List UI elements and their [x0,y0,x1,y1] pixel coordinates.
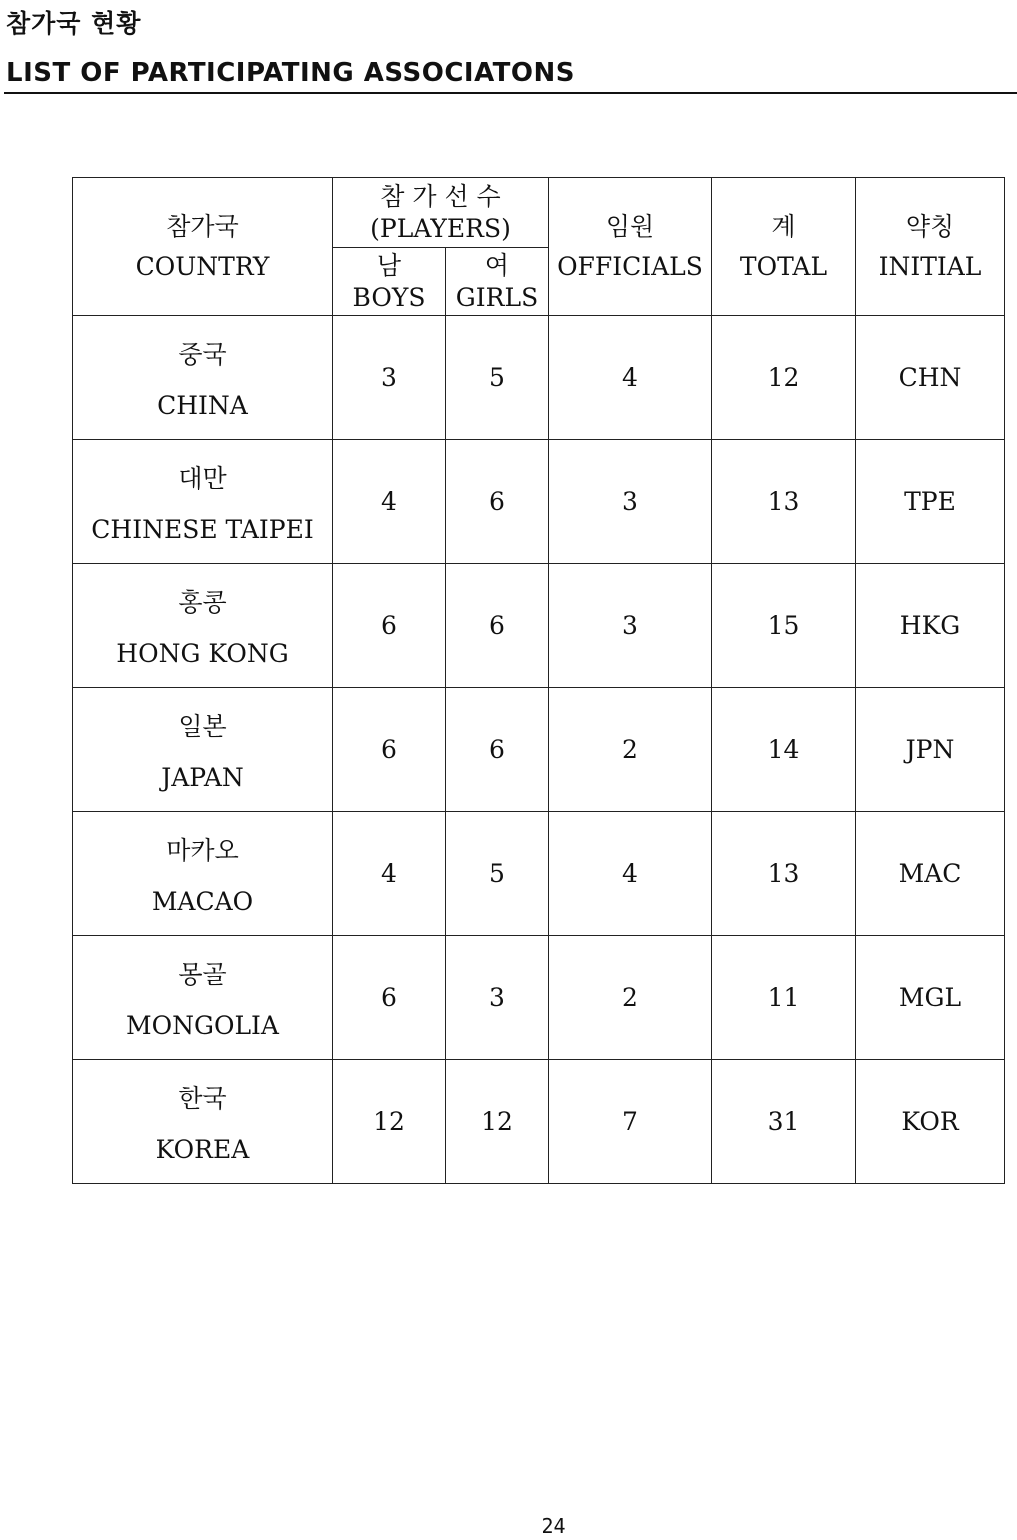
country-name-ko: 일본 [178,712,227,741]
table-row [73,688,1005,812]
boys-count: 4 [333,440,446,564]
header-girls [446,248,549,316]
header-girls-en: GIRLS [455,282,539,312]
boys-count: 6 [333,936,446,1060]
boys-count: 4 [333,812,446,936]
initial-code: CHN [856,316,1005,440]
initial-code: MGL [856,936,1005,1060]
girls-count: 6 [446,688,549,812]
country-cell [73,440,333,564]
boys-count: 6 [333,688,446,812]
initial-code: KOR [856,1060,1005,1184]
country-cell [73,564,333,688]
total-count: 12 [712,316,856,440]
header-total-ko: 계 [771,211,796,241]
country-cell [73,316,333,440]
officials-count: 2 [549,936,712,1060]
country-cell [73,812,333,936]
page-number: 24 [541,1514,566,1538]
initial-code: MAC [856,812,1005,936]
table-header-row [73,178,1005,248]
girls-count: 6 [446,440,549,564]
table-row [73,440,1005,564]
country-cell [73,688,333,812]
header-players [333,178,549,248]
header-initial-en: INITIAL [878,251,982,281]
table-row [73,1060,1005,1184]
boys-count: 12 [333,1060,446,1184]
initial-code: JPN [856,688,1005,812]
total-count: 11 [712,936,856,1060]
header-players-en: (PLAYERS) [370,213,511,243]
page-title-english: LIST OF PARTICIPATING ASSOCIATONS [6,58,575,88]
country-name-ko: 몽골 [178,960,227,989]
boys-count: 6 [333,564,446,688]
header-country-ko: 참가국 [166,211,239,241]
header-officials-ko: 임원 [605,211,655,241]
header-officials-en: OFFICIALS [557,251,703,281]
country-name-en: HONG KONG [116,639,289,668]
total-count: 13 [712,440,856,564]
header-initial [856,178,1005,316]
country-name-ko: 마카오 [166,836,239,865]
country-name-ko: 대만 [178,464,227,493]
total-count: 15 [712,564,856,688]
officials-count: 4 [549,316,712,440]
header-boys-ko: 남 [376,250,402,280]
officials-count: 7 [549,1060,712,1184]
boys-count: 3 [333,316,446,440]
header-country-en: COUNTRY [135,251,270,281]
header-girls-ko: 여 [484,250,510,280]
header-officials [549,178,712,316]
header-initial-ko: 약칭 [905,211,955,241]
girls-count: 6 [446,564,549,688]
country-cell [73,936,333,1060]
total-count: 31 [712,1060,856,1184]
header-country [73,178,333,316]
participating-associations-table [72,177,1005,1184]
country-name-en: JAPAN [161,763,244,792]
header-total [712,178,856,316]
header-boys [333,248,446,316]
girls-count: 12 [446,1060,549,1184]
table-row [73,812,1005,936]
country-name-en: MONGOLIA [126,1011,279,1040]
country-name-ko: 한국 [178,1084,227,1113]
girls-count: 5 [446,316,549,440]
country-name-en: KOREA [155,1135,250,1164]
country-name-ko: 중국 [178,340,227,369]
officials-count: 4 [549,812,712,936]
header-boys-en: BOYS [352,282,426,312]
page-title-korean: 참가국 현황 [6,9,142,38]
initial-code: TPE [856,440,1005,564]
total-count: 14 [712,688,856,812]
header-players-ko: 참 가 선 수 [380,181,501,211]
title-underline [4,92,1017,94]
girls-count: 3 [446,936,549,1060]
country-name-en: CHINESE TAIPEI [91,515,314,544]
total-count: 13 [712,812,856,936]
table-row [73,564,1005,688]
officials-count: 3 [549,564,712,688]
officials-count: 2 [549,688,712,812]
table-row [73,936,1005,1060]
initial-code: HKG [856,564,1005,688]
country-cell [73,1060,333,1184]
country-name-en: MACAO [151,887,254,916]
country-name-en: CHINA [157,391,248,420]
girls-count: 5 [446,812,549,936]
country-name-ko: 홍콩 [178,588,227,617]
table-row [73,316,1005,440]
officials-count: 3 [549,440,712,564]
header-total-en: TOTAL [739,251,828,281]
